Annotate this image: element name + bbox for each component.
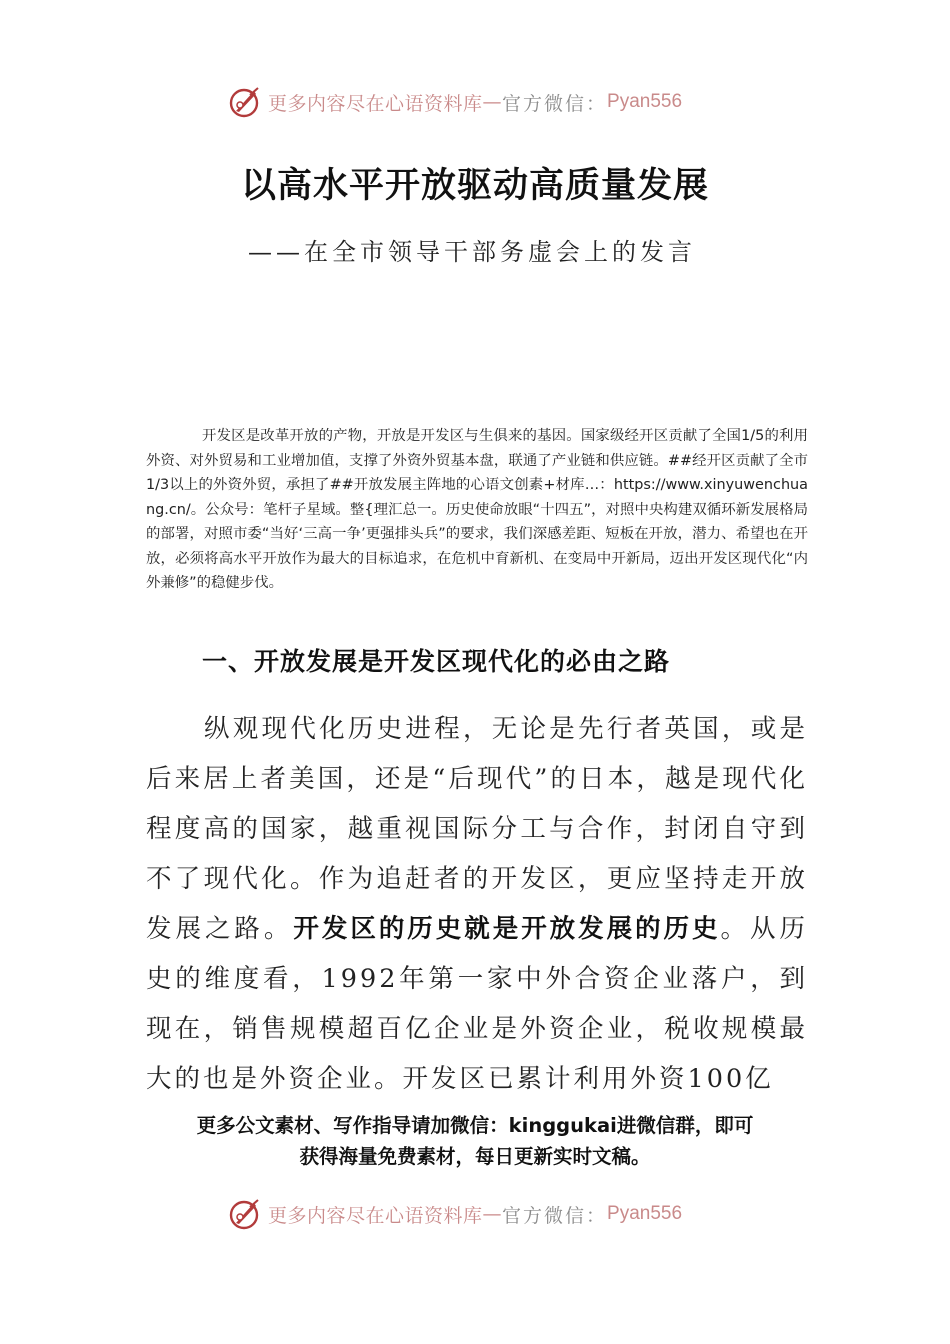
promo-notice: [0, 1110, 950, 1172]
watermark-label: 官方微信：: [502, 1204, 608, 1227]
body-emphasis: 开发区的历史就是开放发展的历史: [293, 914, 721, 944]
watermark-id: Pyan556: [607, 1203, 683, 1224]
footer-watermark: [228, 1196, 682, 1232]
watermark-dash: —: [482, 1203, 503, 1225]
section-heading: 一、开放发展是开发区现代化的必由之路: [202, 647, 671, 676]
body-paragraph: [146, 704, 808, 1104]
page-subtitle: ——在全市领导干部务虚会上的发言: [248, 238, 696, 266]
watermark-dash: —: [482, 91, 503, 113]
page-title: 以高水平开放驱动高质量发展: [240, 165, 709, 206]
quill-logo-icon: [228, 1197, 262, 1231]
promo-line-2: 获得海量免费素材，每日更新实时文稿。: [299, 1145, 651, 1168]
watermark-id: Pyan556: [607, 91, 683, 112]
quill-logo-icon: [228, 85, 262, 119]
intro-paragraph: 开发区是改革开放的产物，开放是开发区与生俱来的基因。国家级经开区贡献了全国1/5的利用外资、对外贸易和工业增加值，支撑了外资外贸基本盘，联通了产业链和供应链。##经开区贡献了全市1/3以上的外资外贸，承担了##开放发展主阵地的心语文创素+材库…：https://www.xinyuwenchuang.cn/。公众号：笔杆子星域。整{理汇总一。历史使命放眼“十四五”，对照中央构建双循环新发展格局的部署，对照市委“当好‘三高一争’更强排头兵”的要求，我们深感差距、短板在开放，潜力、希望也在开放，必须将高水平开放作为最大的目标追求，在危机中育新机、在变局中开新局，迈出开发区现代化“内外兼修”的稳健步伐。: [146, 428, 808, 591]
watermark-label: 官方微信：: [502, 92, 608, 115]
body-text-part2: 。从历史的维度看，1992年第一家中外合资企业落户，到现在，销售规模超百亿企业是外资企业，税收规模最大的也是外资企业。开发区已累计利用外资100亿: [146, 914, 808, 1094]
promo-line-1: 更多公文素材、写作指导请加微信：kinggukai进微信群，即可: [196, 1114, 754, 1137]
watermark-brand: 更多内容尽在心语资料库: [268, 1204, 483, 1227]
watermark-brand: 更多内容尽在心语资料库: [268, 92, 483, 115]
body-text-part1: 纵观现代化历史进程，无论是先行者英国，或是后来居上者美国，还是“后现代”的日本，越是现代化程度高的国家，越重视国际分工与合作，封闭自守到不了现代化。作为追赶者的开发区，更应坚持走开放发展之路。: [146, 714, 808, 944]
header-watermark: [228, 84, 682, 120]
